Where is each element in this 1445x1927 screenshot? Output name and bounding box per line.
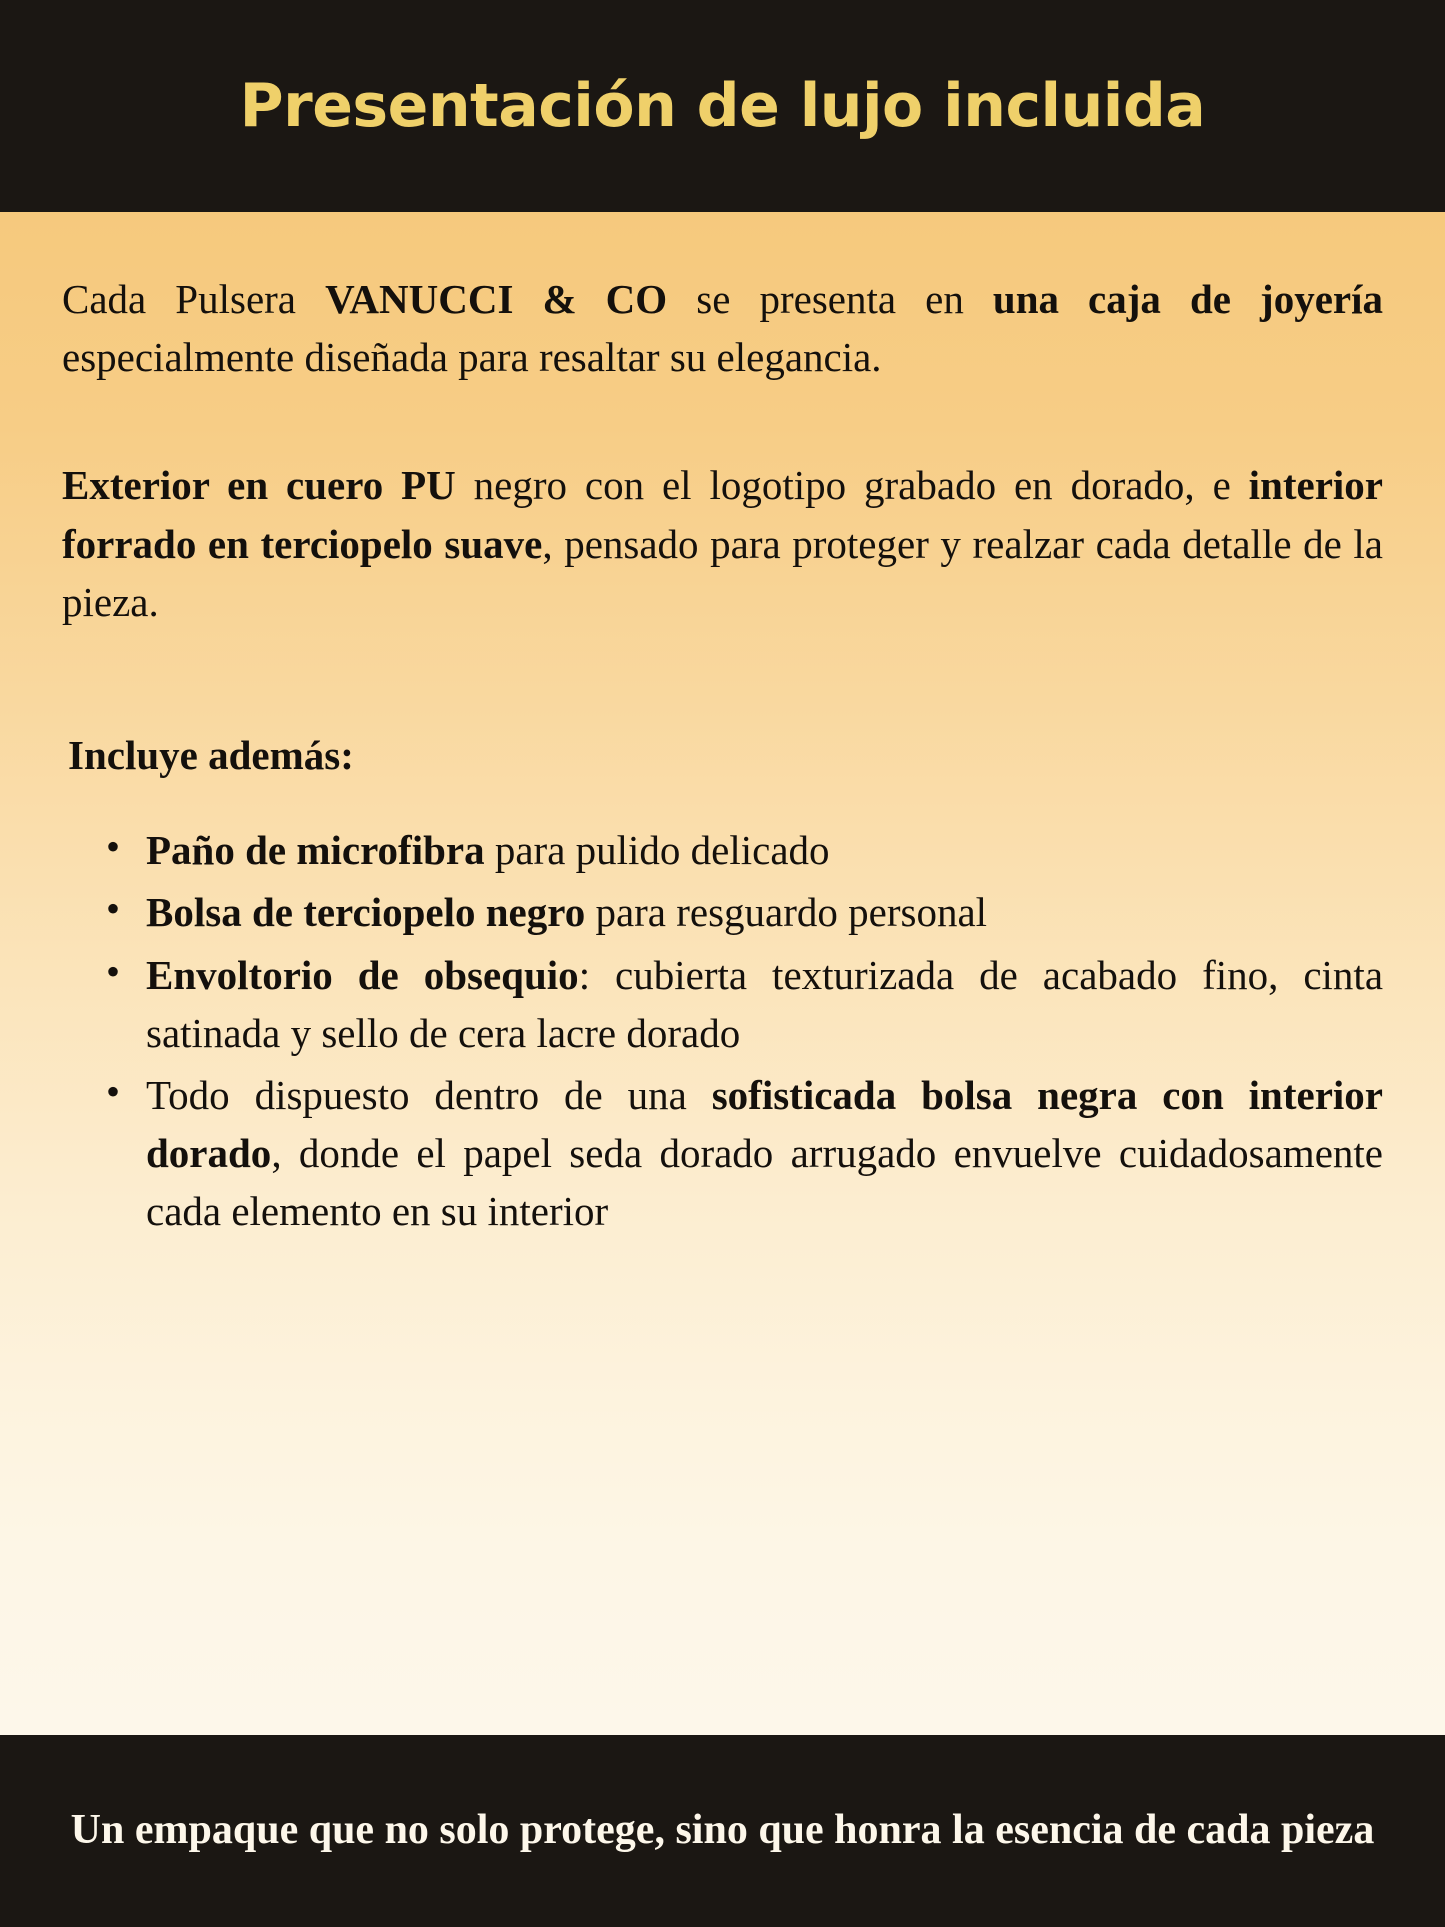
list-item-text: , donde el papel seda dorado arrugado envuelve cuidadosamente cada elemento en su interior [146,1130,1383,1235]
content-area [0,212,1445,1735]
list-item-bold: Bolsa de terciopelo negro [146,889,586,936]
paragraph-intro-text-2: se presenta en [667,276,993,322]
list-item-text: : cubierta texturizada de acabado fino, cinta satinada y sello de cera lacre dorado [146,951,1384,1056]
paragraph-intro-bold-1: una caja de joyería [992,276,1383,322]
paragraph-exterior [62,456,1383,631]
features-list [62,821,1383,1241]
paragraph-intro [62,270,1383,386]
list-item-bold: Envoltorio de obsequio [146,951,579,998]
list-item-text: para pulido delicado [484,827,830,874]
includes-heading: Incluye además: [68,732,354,779]
list-item-lead: Todo dispuesto dentro de una [146,1071,712,1118]
list-item-bold: sofisticada bolsa negra con interior dorado [146,1071,1383,1177]
list-item [100,946,1383,1062]
list-item [100,1066,1383,1241]
header-bar [0,0,1445,212]
list-item [100,821,1383,879]
paragraph-exterior-bold-2: interior forrado en terciopelo suave [62,462,1384,567]
paragraph-exterior-text-1: negro con el logotipo grabado en dorado, e [455,462,1249,509]
paragraph-exterior-text-2: , pensado para proteger y realzar cada detalle de la pieza. [62,520,1383,625]
brand-name: VANUCCI & CO [325,276,668,322]
page-title: Presentación de lujo incluida [239,71,1206,141]
list-item-text: para resguardo personal [585,889,988,936]
list-item-bold: Paño de microfibra [146,827,485,874]
paragraph-exterior-bold-1: Exterior en cuero PU [62,462,456,509]
paragraph-intro-text-3: especialmente diseñada para resaltar su elegancia. [62,334,882,381]
list-item [100,883,1383,941]
paragraph-intro-text-1: Cada Pulsera [62,276,326,322]
footer-tagline: Un empaque que no solo protege, sino que honra la esencia de cada pieza [70,1807,1375,1854]
footer-bar [0,1735,1445,1927]
